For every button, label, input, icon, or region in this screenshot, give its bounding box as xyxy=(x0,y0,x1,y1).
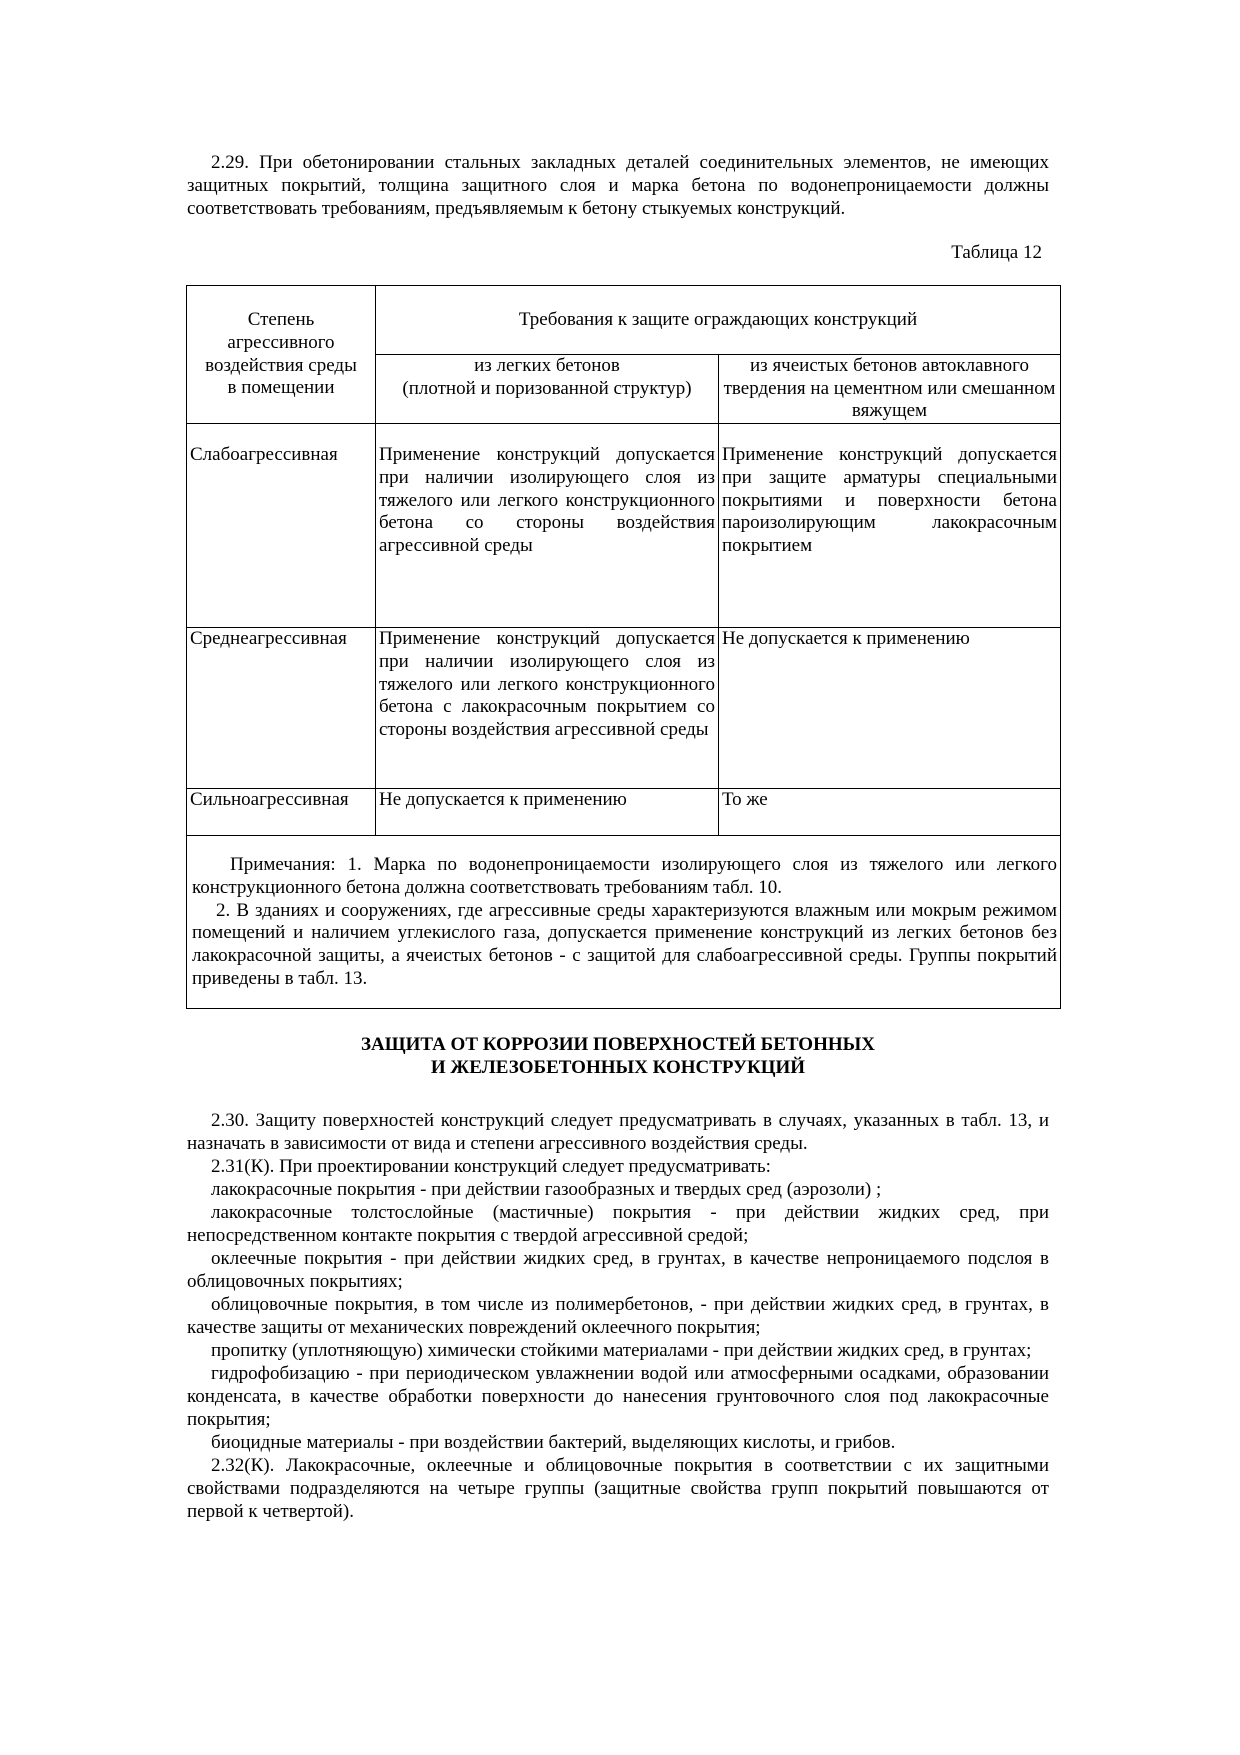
light-concrete-cell: Применение конструкций допускается при наличии изолирующего слоя из тяжелого или легкого конструкционного бетона с лакокрасочным покрытием со стороны воздействия агрессивной среды xyxy=(376,628,719,789)
list-item: оклеечные покрытия - при действии жидких сред, в грунтах, в качестве непроницаемого подслоя в облицовочных покрытиях; xyxy=(187,1248,1049,1293)
table-caption: Таблица 12 xyxy=(951,242,1042,263)
paragraph-2-31: 2.31(К). При проектировании конструкций следует предусматривать: xyxy=(211,1156,771,1178)
section-body xyxy=(187,1109,1049,1523)
subheader-light-line1: из легких бетонов xyxy=(474,355,620,376)
light-concrete-cell: Не допускается к применению xyxy=(376,789,719,836)
header-requirements: Требования к защите ограждающих конструкций xyxy=(376,286,1061,355)
table-row xyxy=(187,628,1061,789)
table-row xyxy=(187,424,1061,628)
cellular-concrete-cell: Не допускается к применению xyxy=(719,628,1061,789)
page-content xyxy=(187,151,1057,1523)
list-item: лакокрасочные толстослойные (мастичные) покрытия - при действии жидких сред, при непосредственном контакте покрытия с твердой агрессивной средой; xyxy=(187,1202,1049,1247)
header-degree: Степень агрессивного воздействия среды в помещении xyxy=(187,286,376,424)
paragraph-2-32: 2.32(К). Лакокрасочные, оклеечные и облицовочные покрытия в соответствии с их защитными свойствами подразделяются на четыре группы (защитные свойства групп покрытий повышаются от первой к четвертой). xyxy=(187,1455,1049,1523)
table-notes-row xyxy=(187,836,1061,1009)
list-item: гидрофобизацию - при периодическом увлажнении водой или атмосферными осадками, образовании конденсата, в качестве обработки поверхности до нанесения грунтовочного слоя под лакокрасочные покрытия; xyxy=(187,1363,1049,1431)
degree-cell: Слабоагрессивная xyxy=(187,424,376,628)
table-row xyxy=(187,789,1061,836)
paragraph-2-30: 2.30. Защиту поверхностей конструкций следует предусматривать в случаях, указанных в табл. 13, и назначать в зависимости от вида и степени агрессивного воздействия среды. xyxy=(187,1110,1049,1155)
light-concrete-cell: Применение конструкций допускается при наличии изолирующего слоя из тяжелого или легкого конструкционного бетона со стороны воздействия агрессивной среды xyxy=(376,424,719,628)
list-item: биоцидные материалы - при воздействии бактерий, выделяющих кислоты, и грибов. xyxy=(211,1432,896,1454)
cellular-concrete-cell: Применение конструкций допускается при защите арматуры специальными покрытиями и поверхности бетона пароизолирующим лакокрасочным покрытием xyxy=(719,424,1061,628)
paragraph-2-29: 2.29. При обетонировании стальных закладных деталей соединительных элементов, не имеющих защитных покрытий, толщина защитного слоя и марка бетона по водонепроницаемости должны соответствовать требованиям, предъявляемым к бетону стыкуемых конструкций. xyxy=(187,152,1049,219)
list-item: облицовочные покрытия, в том числе из полимербетонов, - при действии жидких сред, в грунтах, в качестве защиты от механических повреждений оклеечного покрытия; xyxy=(187,1294,1049,1339)
list-item: лакокрасочные покрытия - при действии газообразных и твердых сред (аэрозоли) ; xyxy=(211,1179,882,1201)
degree-cell: Сильноагрессивная xyxy=(187,789,376,836)
subheader-cellular-concrete: из ячеистых бетонов автоклавного твердения на цементном или смешанном вяжущем xyxy=(719,355,1061,424)
list-item: пропитку (уплотняющую) химически стойкими материалами - при действии жидких сред, в грунтах; xyxy=(211,1340,1032,1362)
subheader-light-concrete xyxy=(376,355,719,424)
section-heading-line2: И ЖЕЛЕЗОБЕТОННЫХ КОНСТРУКЦИЙ xyxy=(430,1057,806,1079)
table-notes xyxy=(187,836,1061,1009)
section-heading-line1: ЗАЩИТА ОТ КОРРОЗИИ ПОВЕРХНОСТЕЙ БЕТОННЫХ xyxy=(360,1034,876,1056)
cellular-concrete-cell: То же xyxy=(719,789,1061,836)
degree-cell: Среднеагрессивная xyxy=(187,628,376,789)
table-note-2: 2. В зданиях и сооружениях, где агрессивные среды характеризуются влажным или мокрым режимом помещений и наличием углекислого газа, допускается применение конструкций из легких бетонов без лакокрасочной защиты, а ячеистых бетонов - с защитой для слабоагрессивной среды. Группы покрытий приведены в табл. 13. xyxy=(192,899,1057,989)
table-12 xyxy=(186,285,1061,1009)
subheader-light-line2: (плотной и поризованной структур) xyxy=(402,377,692,399)
table-note-1: Примечания: 1. Марка по водонепроницаемости изолирующего слоя из тяжелого или легкого конструкционного бетона должна соответствовать требованиям табл. 10. xyxy=(192,854,1057,898)
section-heading xyxy=(187,1033,1049,1079)
table-header-row xyxy=(187,286,1061,355)
